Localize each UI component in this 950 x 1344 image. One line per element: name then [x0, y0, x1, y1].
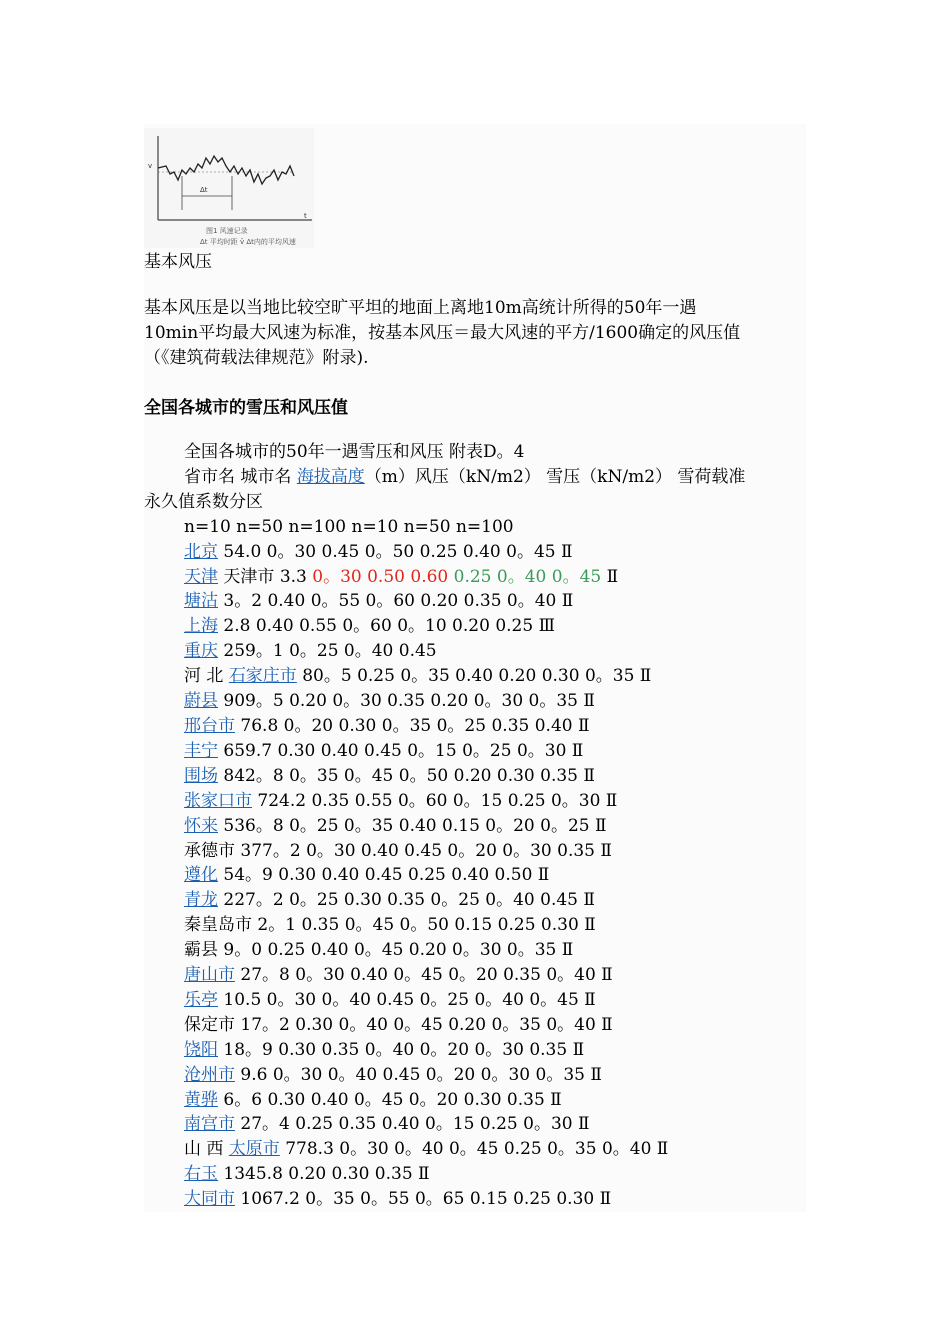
city-row — [144, 764, 745, 789]
city-name[interactable]: 饶阳 — [184, 1039, 218, 1060]
city-row — [144, 540, 745, 565]
row-values: 18。9 0.30 0.35 0。40 0。20 0。30 0.35 Ⅱ — [223, 1039, 585, 1060]
t-label: t — [304, 212, 307, 220]
figure-caption-1: 图1 风速记录 — [206, 227, 248, 235]
city-row — [144, 839, 745, 864]
row-values: 9.6 0。30 0。40 0.45 0。20 0。30 0。35 Ⅱ — [240, 1064, 602, 1085]
city-row — [144, 1112, 745, 1137]
city-name: 霸县 — [184, 940, 218, 961]
row-values: 54。9 0.30 0.40 0.45 0.25 0.40 0.50 Ⅱ — [223, 865, 550, 886]
city-name[interactable]: 天津 — [184, 566, 218, 587]
city-name[interactable]: 蔚县 — [184, 691, 218, 712]
city-name[interactable]: 太原市 — [228, 1139, 280, 1160]
figure-caption-2: Δt 平均时距 v̄ Δt内的平均风速 — [200, 238, 296, 246]
dt-label: Δt — [200, 186, 208, 194]
table-title: 全国各城市的50年一遇雪压和风压 附表D。4 — [184, 442, 525, 462]
city-name[interactable]: 上海 — [184, 616, 218, 637]
city-name[interactable]: 邢台市 — [184, 715, 235, 736]
city-name[interactable]: 右玉 — [184, 1164, 218, 1185]
snow-pressure-values: 0.25 0。40 0。45 — [453, 566, 602, 587]
section-title: 全国各城市的雪压和风压值 — [144, 398, 348, 418]
intro-line: 基本风压是以当地比较空旷平坦的地面上离地10m高统计所得的50年一遇 — [144, 298, 697, 318]
city-name: 秦皇岛市 — [184, 915, 252, 936]
row-values: 76.8 0。20 0.30 0。35 0。25 0.35 0.40 Ⅱ — [240, 715, 590, 736]
city-name[interactable]: 唐山市 — [184, 965, 235, 986]
row-values: 536。8 0。25 0。35 0.40 0.15 0。20 0。25 Ⅱ — [223, 815, 607, 836]
city-row — [144, 614, 745, 639]
row-values: 259。1 0。25 0。40 0.45 — [223, 641, 437, 662]
intro-line: 10min平均最大风速为标准，按基本风压＝最大风速的平方/1600确定的风压值 — [144, 322, 741, 343]
city-name[interactable]: 张家口市 — [184, 790, 252, 811]
row-values: 724.2 0.35 0.55 0。60 0。15 0.25 0。30 Ⅱ — [257, 790, 618, 811]
row-values: 3。2 0.40 0。55 0。60 0.20 0.35 0。40 Ⅱ — [223, 591, 574, 612]
row-values: 6。6 0.30 0.40 0。45 0。20 0.30 0.35 Ⅱ — [223, 1089, 562, 1110]
city-name: 保定市 — [184, 1014, 235, 1035]
row-values: 659.7 0.30 0.40 0.45 0。15 0。25 0。30 Ⅱ — [223, 740, 584, 761]
row-values: 377。2 0。30 0.40 0.45 0。20 0。30 0.35 Ⅱ — [240, 840, 612, 861]
city-row — [144, 938, 745, 963]
v-label: v — [148, 162, 153, 170]
city-row — [144, 639, 745, 664]
city-name[interactable]: 乐亭 — [184, 989, 218, 1010]
city-rows — [144, 540, 745, 1212]
row-values: 1345.8 0.20 0.30 0.35 Ⅱ — [223, 1164, 430, 1185]
city-name[interactable]: 怀来 — [184, 815, 218, 836]
city-row — [144, 913, 745, 938]
city-row — [144, 863, 745, 888]
table-header-wrap: 永久值系数分区 — [144, 491, 263, 512]
wind-pressure-values: 0。30 0.50 0.60 — [312, 566, 449, 587]
row-values: 80。5 0.25 0。35 0.40 0.20 0.30 0。35 Ⅱ — [302, 666, 652, 687]
city-name[interactable]: 塘沽 — [184, 591, 218, 612]
zone-value: Ⅱ — [606, 566, 619, 587]
city-row — [144, 1013, 745, 1038]
city-row — [144, 1137, 745, 1162]
row-values: 27。8 0。30 0.40 0。45 0。20 0.35 0。40 Ⅱ — [240, 965, 613, 986]
city-row — [144, 565, 745, 590]
city-name[interactable]: 围场 — [184, 765, 218, 786]
city-name[interactable]: 重庆 — [184, 641, 218, 662]
city-name[interactable]: 大同市 — [184, 1189, 235, 1210]
row-values: 2。1 0.35 0。45 0。50 0.15 0.25 0.30 Ⅱ — [257, 915, 596, 936]
province-name: 河 北 — [184, 666, 224, 687]
city-row — [144, 888, 745, 913]
city-row — [144, 739, 745, 764]
city-row — [144, 1063, 745, 1088]
city-row — [144, 789, 745, 814]
city-row — [144, 714, 745, 739]
row-values: 17。2 0.30 0。40 0。45 0.20 0。35 0。40 Ⅱ — [240, 1014, 613, 1035]
table-body — [144, 440, 745, 1212]
city-name[interactable]: 石家庄市 — [228, 666, 297, 687]
city-name[interactable]: 丰宁 — [184, 740, 218, 761]
city-name[interactable]: 遵化 — [184, 865, 218, 886]
row-values: 227。2 0。25 0.30 0.35 0。25 0。40 0.45 Ⅱ — [223, 890, 595, 911]
city-row — [144, 689, 745, 714]
city-row — [144, 963, 745, 988]
row-values: 778.3 0。30 0。40 0。45 0.25 0。35 0。40 Ⅱ — [285, 1139, 669, 1160]
document-page — [144, 124, 806, 1212]
city-row — [144, 814, 745, 839]
city-name[interactable]: 黄骅 — [184, 1089, 218, 1110]
header-post: （m）风压（kN/m2） 雪压（kN/m2） 雪荷载准 — [364, 466, 746, 487]
altitude-link[interactable]: 海拔高度 — [296, 466, 365, 487]
row-values: 9。0 0.25 0.40 0。45 0.20 0。30 0。35 Ⅱ — [223, 940, 574, 961]
city-row — [144, 1162, 745, 1187]
province-name: 山 西 — [184, 1139, 224, 1160]
row-values: 2.8 0.40 0.55 0。60 0。10 0.20 0.25 Ⅲ — [223, 616, 555, 637]
city-name[interactable]: 沧州市 — [184, 1064, 235, 1085]
row-values: 54.0 0。30 0.45 0。50 0.25 0.40 0。45 Ⅱ — [223, 541, 573, 562]
row-values: 842。8 0。35 0。45 0。50 0.20 0.30 0.35 Ⅱ — [223, 765, 595, 786]
row-values: 10.5 0。30 0。40 0.45 0。25 0。40 0。45 Ⅱ — [223, 989, 596, 1010]
city-row — [144, 664, 745, 689]
city-name-2: 天津市 — [223, 566, 275, 587]
intro-line: （《建筑荷载法律规范》附录). — [144, 347, 369, 368]
city-name: 承德市 — [184, 840, 235, 861]
altitude-value: 3.3 — [279, 566, 307, 587]
city-name[interactable]: 南宫市 — [184, 1114, 235, 1135]
row-values: 909。5 0.20 0。30 0.35 0.20 0。30 0。35 Ⅱ — [223, 691, 595, 712]
wind-speed-record-figure — [144, 128, 314, 248]
city-row — [144, 1038, 745, 1063]
city-name[interactable]: 青龙 — [184, 890, 218, 911]
intro-paragraph — [144, 296, 740, 371]
city-row — [144, 1088, 745, 1113]
row-values: 1067.2 0。35 0。55 0。65 0.15 0.25 0.30 Ⅱ — [240, 1189, 612, 1210]
city-row — [144, 589, 745, 614]
table-header — [144, 465, 745, 490]
heading-basic-wind-pressure: 基本风压 — [144, 252, 212, 272]
city-row — [144, 988, 745, 1013]
n-row: n=10 n=50 n=100 n=10 n=50 n=100 — [184, 516, 514, 537]
header-pre: 省市名 城市名 — [184, 466, 297, 487]
row-values: 27。4 0.25 0.35 0.40 0。15 0.25 0。30 Ⅱ — [240, 1114, 590, 1135]
city-name[interactable]: 北京 — [184, 541, 218, 562]
city-row — [144, 1187, 745, 1212]
